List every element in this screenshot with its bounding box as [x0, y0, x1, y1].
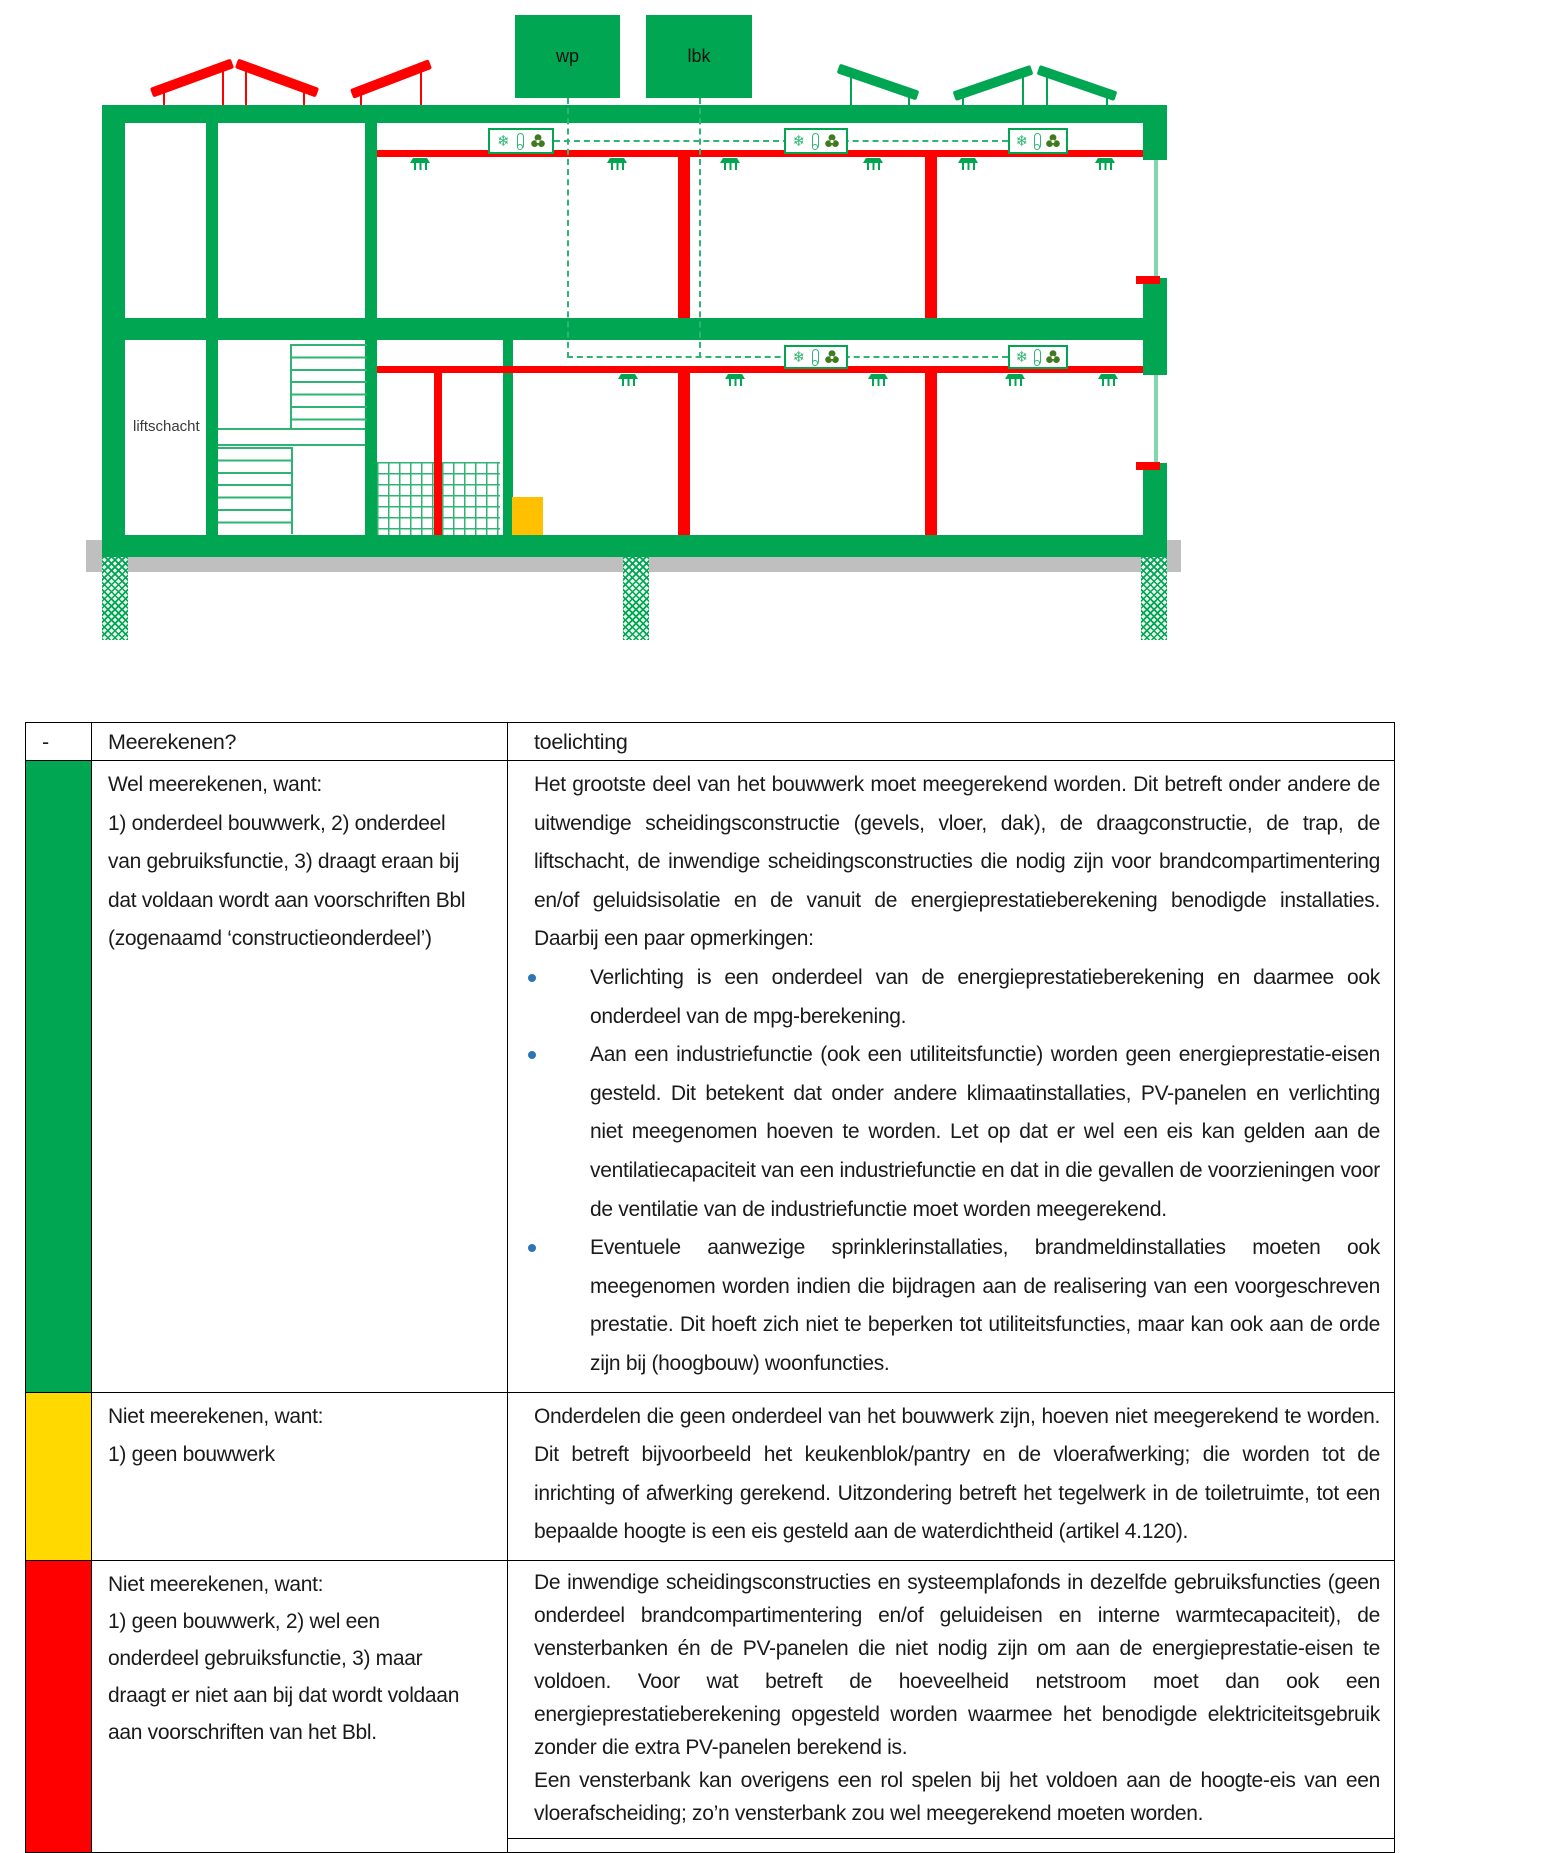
- text-line: 1) geen bouwwerk: [108, 1443, 275, 1467]
- pv-panel-leg: [1046, 74, 1048, 105]
- foundation-pile: [1141, 550, 1167, 640]
- tilework: [377, 462, 434, 535]
- lbk-unit: [646, 15, 752, 98]
- ceiling-lamp-icon: [618, 374, 638, 388]
- fan-icon: [825, 134, 839, 148]
- red-partition-wall: [434, 373, 442, 535]
- text-line: draagt er niet aan bij dat wordt voldaan: [108, 1683, 460, 1707]
- pv-panel-leg: [850, 74, 852, 105]
- window-glass-upper: [1154, 160, 1158, 278]
- ceiling-lamp-icon: [958, 158, 978, 172]
- service-line-upper: [554, 140, 1008, 142]
- pv-panel-red: [235, 59, 319, 98]
- lbk-service-line: [699, 98, 701, 358]
- liftschacht-wall: [206, 340, 218, 535]
- liftschacht-label: liftschacht: [133, 418, 200, 435]
- thermometer-icon: [812, 349, 819, 365]
- tilework: [442, 462, 500, 535]
- keukenblok-yellow-box: [512, 497, 543, 535]
- snowflake-icon: ❄: [792, 132, 806, 150]
- text-line: 1) onderdeel bouwwerk, 2) onderdeel: [108, 811, 446, 835]
- text-line: Niet meerekenen, want:: [108, 1572, 324, 1596]
- thermometer-icon: [812, 133, 819, 149]
- red-partition-wall: [678, 157, 690, 318]
- toelichting-cell-yellow: [508, 1393, 1395, 1561]
- foundation-pile: [623, 550, 649, 640]
- mid-floor-slab: [102, 318, 1167, 340]
- foundation-pile: [102, 550, 128, 640]
- red-partition-wall: [678, 373, 690, 535]
- ceiling-lamp-icon: [725, 374, 745, 388]
- red-partition-wall: [925, 373, 937, 535]
- building-section-diagram: [0, 0, 1559, 660]
- empty-cell: [508, 1839, 1395, 1853]
- meerekenen-table: [25, 722, 1395, 1853]
- fan-icon: [825, 350, 839, 364]
- bullet-dot-icon: [528, 1244, 536, 1252]
- wp-unit: [515, 15, 620, 98]
- text-line: Niet meerekenen, want:: [108, 1404, 324, 1428]
- fan-icon: [1046, 134, 1060, 148]
- snowflake-icon: ❄: [1015, 348, 1029, 366]
- interior-wall: [365, 123, 377, 318]
- row-marker-red: [26, 1561, 92, 1839]
- text-line: van gebruiksfunctie, 3) draagt eraan bij: [108, 850, 460, 874]
- stair-lower-flight: [218, 447, 293, 534]
- climate-unit: [784, 128, 848, 154]
- ceiling-lamp-icon: [1005, 374, 1025, 388]
- lbk-unit-label: lbk: [687, 46, 711, 66]
- row-marker-green: [26, 761, 92, 1393]
- pv-panel-leg: [1022, 75, 1024, 105]
- climate-unit: [1008, 128, 1068, 154]
- climate-unit: [1008, 345, 1068, 369]
- stair-landing: [218, 428, 365, 446]
- table-header-toelichting: toelichting: [508, 723, 1395, 761]
- toelichting-text: Onderdelen die geen onderdeel van het bouwwerk zijn, hoeven niet meegerekend te worden. Dit betreft bijvoorbeeld het keukenblok/pantry en de vloerafwerking; die worden tot de inrichting of afwerking gerekend. Uitzondering betreft het tegelwerk in de toiletruimte, tot een bepaalde hoogte is een eis gesteld aan de waterdichtheid (artikel 4.120).: [534, 1404, 1380, 1544]
- left-facade-wall: [102, 105, 125, 557]
- ceiling-lamp-icon: [607, 158, 627, 172]
- right-facade-wall-mid: [1143, 278, 1167, 375]
- ground-floor-slab: [102, 535, 1167, 557]
- text-line: (zogenaamd ‘constructieonderdeel’): [108, 927, 432, 951]
- vensterbank-upper: [1136, 276, 1160, 284]
- stair-upper-flight: [290, 344, 367, 428]
- text-line: aan voorschriften van het Bbl.: [108, 1720, 377, 1744]
- table-header-meerekenen: Meerekenen?: [92, 723, 508, 761]
- text-line: onderdeel gebruiksfunctie, 3) maar: [108, 1646, 423, 1670]
- interior-wall: [206, 123, 218, 318]
- row-marker-yellow: [26, 1393, 92, 1561]
- climate-unit: [784, 345, 848, 369]
- bullet-item: [534, 1229, 1380, 1383]
- toelichting-paragraph: De inwendige scheidingsconstructies en systeemplafonds in dezelfde gebruiksfuncties (geen onderdeel brandcompartimentering en/of geluideisen en interne warmtecapaciteit), de vensterbanken én de PV-panelen die niet nodig zijn om aan de energieprestatie-eisen te voldoen. Voor wat betreft de hoeveelheid netstroom moet dan ook een energieprestatieberekening opgesteld worden waarmee het benodigde elektriciteitsgebruik zonder die extra PV-panelen berekend is.: [534, 1570, 1380, 1759]
- ceiling-lamp-icon: [863, 158, 883, 172]
- row-marker-red-end: [26, 1839, 92, 1853]
- pv-panel-green: [1037, 65, 1118, 101]
- snowflake-icon: ❄: [792, 348, 806, 366]
- toelichting-cell-green: [508, 761, 1395, 1393]
- roof-slab: [102, 105, 1167, 123]
- bullet-item: [534, 959, 1380, 1036]
- right-facade-wall-bottom: [1143, 463, 1167, 557]
- snowflake-icon: ❄: [497, 132, 510, 150]
- bullet-dot-icon: [528, 1051, 536, 1059]
- empty-cell: [92, 1839, 508, 1853]
- bullet-dot-icon: [528, 974, 536, 982]
- ceiling-lamp-icon: [410, 158, 430, 172]
- wp-unit-label: wp: [555, 46, 579, 66]
- bullet-text: Verlichting is een onderdeel van de energieprestatieberekening en daarmee ook onderdeel van de mpg-berekening.: [590, 965, 1380, 1028]
- window-glass-lower: [1154, 375, 1158, 463]
- ceiling-lamp-icon: [868, 374, 888, 388]
- red-partition-wall: [925, 157, 937, 318]
- toelichting-bullet-list: [534, 959, 1380, 1384]
- ceiling-lamp-icon: [720, 158, 740, 172]
- bullet-text: Eventuele aanwezige sprinklerinstallaties, brandmeldinstallaties moeten ook meegenomen worden indien die bijdragen aan de realisering van een voorgeschreven prestatie. Dit hoeft zich niet te beperken tot utiliteitsfuncties, maar kan ook aan de orde zijn bij (hoogbouw) woonfuncties.: [590, 1236, 1380, 1375]
- thermometer-icon: [1034, 133, 1041, 149]
- thermometer-icon: [517, 133, 524, 149]
- table-header-dash: -: [26, 723, 92, 761]
- pv-panel-leg: [420, 68, 422, 105]
- meerekenen-cell-red: [92, 1561, 508, 1839]
- right-facade-wall-top: [1143, 105, 1167, 160]
- snowflake-icon: ❄: [1015, 132, 1029, 150]
- climate-unit: [488, 128, 554, 154]
- toelichting-paragraph: Een vensterbank kan overigens een rol spelen bij het voldoen aan de hoogte-eis van een vloerafscheiding; zo’n vensterbank zou wel meegerekend moeten worden.: [534, 1768, 1380, 1825]
- meerekenen-cell-green: [92, 761, 508, 1393]
- bullet-text: Aan een industriefunctie (ook een utiliteitsfunctie) worden geen energieprestatie-eisen gesteld. Dit betekent dat onder andere klimaatinstallaties, PV-panelen en verlichting niet meegenomen hoeven te worden. Let op dat er wel een eis kan gelden aan de ventilatiecapaciteit van een industriefunctie en dat in die gevallen de voorzieningen voor de ventilatie van de industriefunctie moet worden meegerekend.: [590, 1043, 1380, 1221]
- wp-service-line: [567, 98, 569, 358]
- text-line: Wel meerekenen, want:: [108, 773, 322, 796]
- ceiling-lamp-icon: [1098, 374, 1118, 388]
- meerekenen-cell-yellow: [92, 1393, 508, 1561]
- fan-icon: [1046, 350, 1060, 364]
- thermometer-icon: [1034, 349, 1041, 365]
- text-line: 1) geen bouwwerk, 2) wel een: [108, 1609, 380, 1633]
- toelichting-intro: Het grootste deel van het bouwwerk moet meegerekend worden. Dit betreft onder andere de uitwendige scheidingsconstructie (gevels, vloer, dak), de draagconstructie, de trap, de liftschacht, de inwendige scheidingsconstructies die nodig zijn voor brandcompartimentering en/of geluidsisolatie en de vanuit de energieprestatieberekening benodigde installaties. Daarbij een paar opmerkingen:: [534, 773, 1380, 951]
- ceiling-lamp-icon: [1095, 158, 1115, 172]
- bullet-item: [534, 1036, 1380, 1229]
- vensterbank-lower: [1136, 462, 1160, 470]
- fan-icon: [531, 134, 545, 148]
- toelichting-cell-red: [508, 1561, 1395, 1839]
- text-line: dat voldaan wordt aan voorschriften Bbl: [108, 888, 466, 912]
